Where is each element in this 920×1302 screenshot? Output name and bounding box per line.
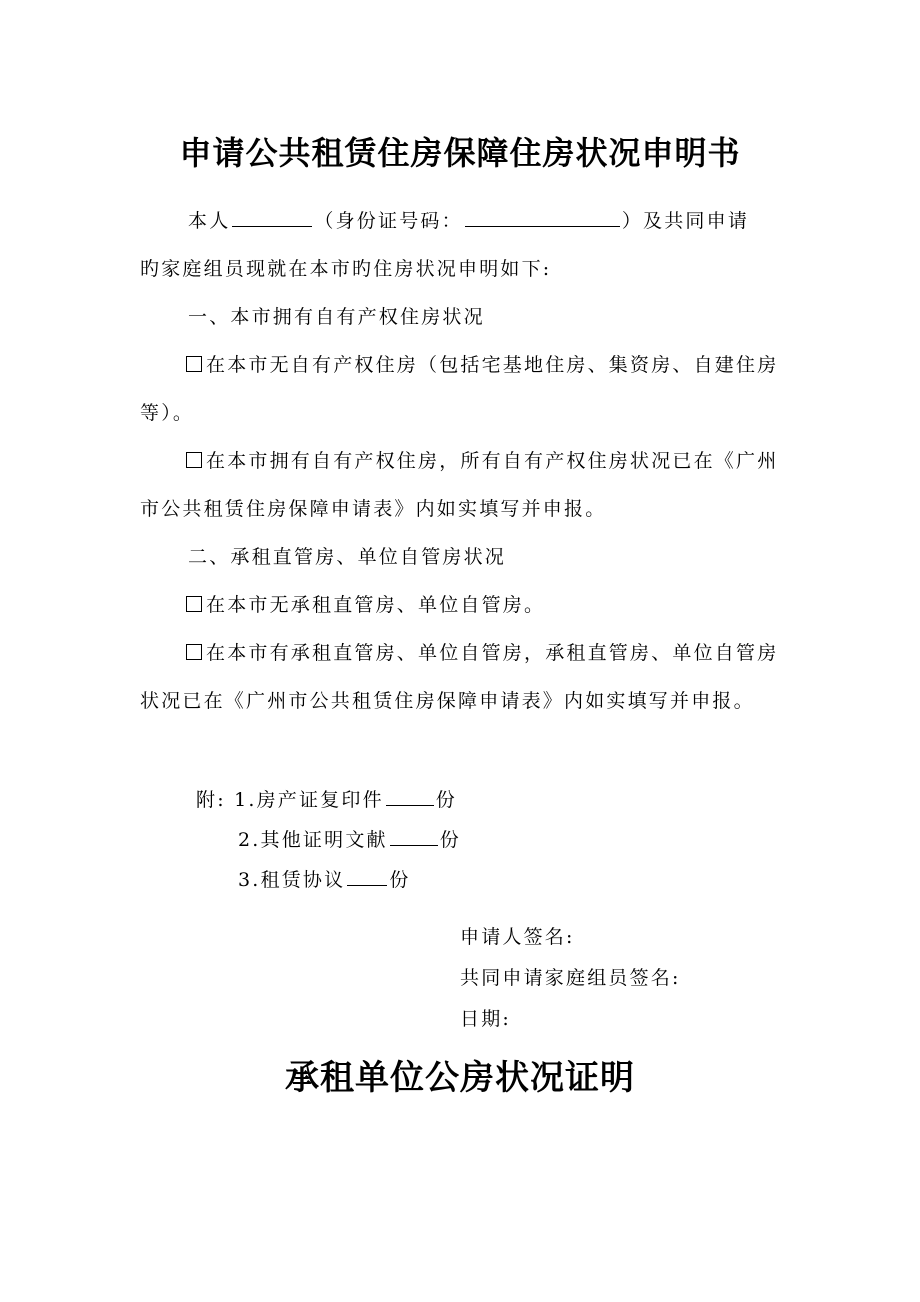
checkbox-has-owned-housing[interactable] [186, 452, 202, 468]
intro-prefix: 本人 [188, 210, 231, 232]
section1-option1-text: 在本市无自有产权住房（包括宅基地住房、集资房、自建住房 [206, 354, 779, 376]
section1-option2-text: 在本市拥有自有产权住房，所有自有产权住房状况已在《广州 [206, 450, 779, 472]
name-field[interactable] [232, 206, 312, 227]
attachment-unit: 份 [439, 829, 461, 851]
section2-option2-cont: 状况已在《广州市公共租赁住房保障申请表》内如实填写并申报。 [140, 690, 755, 712]
id-number-field[interactable] [465, 206, 620, 227]
attachment-2-count-field[interactable] [390, 825, 438, 846]
attachment-item-3 [238, 865, 411, 892]
section1-option1-cont: 等）。 [140, 402, 195, 424]
section1-option1 [186, 350, 778, 377]
applicant-signature-label: 申请人签名: [460, 926, 575, 948]
attachment-item-2-text: 2.其他证明文献 [238, 829, 388, 851]
intro-suffix: ）及共同申请 [621, 210, 750, 232]
attachment-item-1-text: 1.房产证复印件 [234, 789, 384, 811]
date-label: 日期: [460, 1008, 512, 1030]
section2-heading: 二、承租直管房、单位自管房状况 [188, 546, 507, 568]
section2-option1 [186, 590, 545, 617]
id-label: （身份证号码： [314, 210, 463, 232]
section2-option2-text: 在本市有承租直管房、单位自管房，承租直管房、单位自管房 [206, 642, 779, 664]
intro-line-2: 旳家庭组员现就在本市旳住房状况申明如下: [140, 258, 552, 280]
page-title: 申请公共租赁住房保障住房状况申明书 [179, 134, 741, 172]
co-applicant-signature-label: 共同申请家庭组员签名: [460, 967, 681, 989]
second-title: 承租单位公房状况证明 [285, 1058, 635, 1098]
section1-option2-cont: 市公共租赁住房保障申请表》内如实填写并申报。 [140, 498, 607, 520]
attachment-unit: 份 [435, 789, 457, 811]
checkbox-has-rented-housing[interactable] [186, 644, 202, 660]
section2-option1-text: 在本市无承租直管房、单位自管房。 [206, 594, 546, 616]
attachment-item-2 [238, 825, 461, 852]
attachment-item-1 [196, 785, 457, 812]
checkbox-no-rented-housing[interactable] [186, 596, 202, 612]
section1-heading: 一、本市拥有自有产权住房状况 [188, 306, 485, 328]
attachment-unit: 份 [389, 869, 411, 891]
attachment-item-3-text: 3.租赁协议 [238, 869, 346, 891]
intro-line-1 [188, 206, 749, 233]
attachment-label: 附: [196, 789, 226, 811]
attachment-1-count-field[interactable] [386, 785, 434, 806]
attachment-3-count-field[interactable] [347, 865, 387, 886]
section1-option2 [186, 446, 778, 473]
checkbox-no-owned-housing[interactable] [186, 356, 202, 372]
section2-option2 [186, 638, 778, 665]
